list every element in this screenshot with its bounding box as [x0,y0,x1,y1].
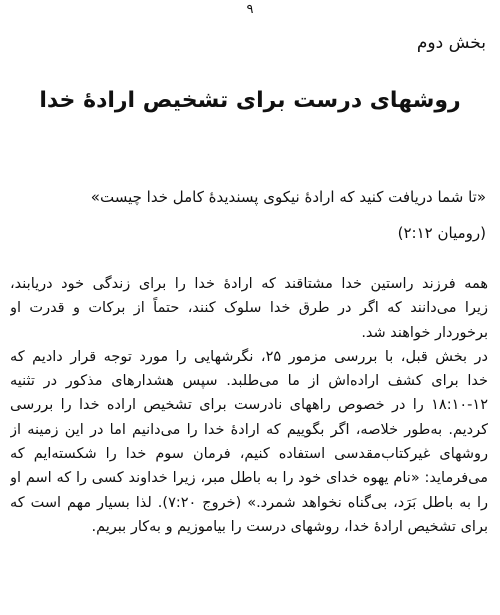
body-line: برای تشخیص ارادهٔ خدا، روشهای درست را بیاموزیم و به‌کار ببریم. [91,518,488,535]
body-line: کردیم. به‌طور خلاصه، اگر بگوییم که ارادهٔ خدا را می‌دانیم اما در این زمینه از [10,421,488,438]
body-line: زیرا می‌دانند که اگر در طرق خدا سلوک کنند، حتماً از برکات و قدرت او [10,300,488,317]
body-text [10,272,488,539]
body-line: در بخش قبل، با بررسی مزمور ۲۵، نگرشهایی را مورد توجه قرار دادیم که [10,348,488,365]
body-line: خدا برای کشف اراده‌اش از ما می‌طلبد. سپس هشدارهای مذکور در تثنیه [10,373,488,390]
body-line: برخوردار خواهند شد. [361,324,488,341]
chapter-title: روشهای درست برای تشخیص ارادهٔ خدا [39,88,461,113]
epigraph-reference: (رومیان ۲:۱۲) [397,224,486,242]
body-line: روشهای غیرکتاب‌مقدسی استفاده کنیم، فرمان سوم خدا را شکسته‌ایم که [10,446,488,463]
body-line: همه فرزند راستین خدا مشتاقند که ارادهٔ خدا را برای زندگی خود دریابند، [10,276,488,292]
body-line: می‌فرماید: «نام یهوه خدای خود را به باطل مبر، زیرا خداوند کسی را که اسم او [10,470,488,487]
page-number: ۹ [246,2,254,17]
epigraph-quote: «تا شما دریافت کنید که ارادهٔ نیکوی پسندیدهٔ کامل خدا چیست» [90,188,486,206]
body-line: ۱۸:۱۰-۱۲ را در خصوص راههای نادرست برای تشخیص اراده خدا را بررسی [10,397,488,414]
section-label: بخش دوم [416,33,486,53]
body-line: را به باطل بَرَد، بی‌گناه نخواهد شمرد.» (خروج ۷:۲۰). لذا بسیار مهم است که [10,494,488,511]
